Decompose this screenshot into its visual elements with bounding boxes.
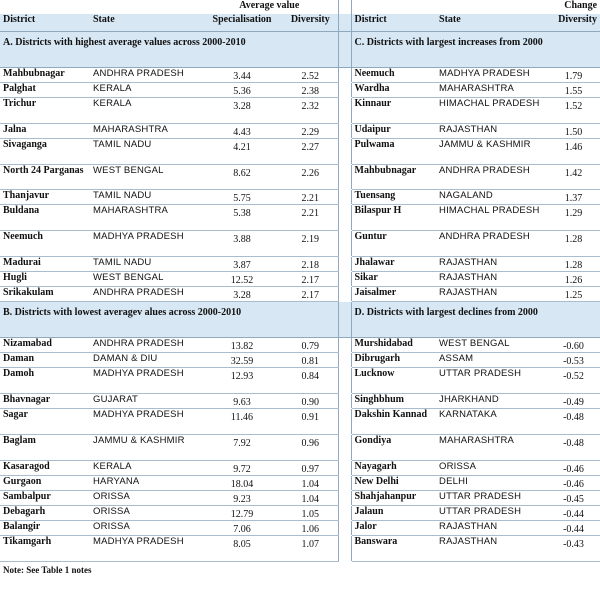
change-cell: -0.44 [547,506,600,521]
table-row [0,338,600,353]
district-cell: Jalna [0,124,90,139]
specialisation-cell: 8.05 [201,536,283,562]
table-row [0,435,600,461]
table-row [0,139,600,165]
col-state-right: State [436,14,547,32]
table-row [0,83,600,98]
diversity-cell: 0.90 [283,394,338,409]
state-cell: TAMIL NADU [90,190,201,205]
diversity-cell: 0.96 [283,435,338,461]
col-specialisation: Specialisation [201,14,283,32]
diversity-cell: 1.06 [283,521,338,536]
district-cell: Shahjahanpur [351,491,436,506]
specialisation-cell: 9.72 [201,461,283,476]
district-cell: Kasaragod [0,461,90,476]
change-cell: -0.43 [547,536,600,562]
district-cell: Jhalawar [351,257,436,272]
state-cell: KERALA [90,83,201,98]
diversity-cell: 1.04 [283,476,338,491]
specialisation-cell: 7.06 [201,521,283,536]
section-a-title: A. Districts with highest average values across 2000-2010 [0,32,338,68]
diversity-cell: 2.26 [283,165,338,190]
state-cell: KERALA [90,98,201,124]
state-cell: ANDHRA PRADESH [90,68,201,83]
diversity-cell: 0.79 [283,338,338,353]
diversity-cell: 2.32 [283,98,338,124]
diversity-cell: 0.84 [283,368,338,394]
district-cell: Thanjavur [0,190,90,205]
district-cell: Pulwama [351,139,436,165]
table-row [0,98,600,124]
district-cell: Sikar [351,272,436,287]
table-row [0,231,600,257]
diversity-cell: 2.29 [283,124,338,139]
district-cell: Buldana [0,205,90,231]
state-cell: TAMIL NADU [90,139,201,165]
state-cell: ANDHRA PRADESH [90,338,201,353]
col-district: District [0,14,90,32]
table-row [0,394,600,409]
change-cell: 1.28 [547,231,600,257]
col-state: State [90,14,201,32]
table-row [0,506,600,521]
state-cell: HIMACHAL PRADESH [436,98,547,124]
state-cell: ANDHRA PRADESH [436,165,547,190]
change-heading: Change [564,0,598,11]
district-cell: Singhbhum [351,394,436,409]
district-cell: Neemuch [0,231,90,257]
section-b-title: B. Districts with lowest averagev alues across 2000-2010 [0,302,338,338]
state-cell: ORISSA [436,461,547,476]
specialisation-cell: 3.44 [201,68,283,83]
change-cell: -0.60 [547,338,600,353]
change-cell: 1.50 [547,124,600,139]
diversity-cell: 2.38 [283,83,338,98]
state-cell: MADHYA PRADESH [90,231,201,257]
specialisation-cell: 12.52 [201,272,283,287]
table-row [0,409,600,435]
change-cell: 1.28 [547,257,600,272]
section-d-title: D. Districts with largest declines from 2000 [351,302,600,338]
district-cell: Dibrugarh [351,353,436,368]
district-cell: Sagar [0,409,90,435]
state-cell: MADHYA PRADESH [90,368,201,394]
change-cell: 1.26 [547,272,600,287]
state-cell: RAJASTHAN [436,257,547,272]
state-cell: GUJARAT [90,394,201,409]
specialisation-cell: 11.46 [201,409,283,435]
district-cell: Daman [0,353,90,368]
diversity-cell: 2.18 [283,257,338,272]
district-cell: Bhavnagar [0,394,90,409]
table-row [0,521,600,536]
district-cell: Gurgaon [0,476,90,491]
col-diversity: Diversity [283,14,338,32]
state-cell: NAGALAND [436,190,547,205]
change-cell: -0.46 [547,461,600,476]
district-cell: Jaisalmer [351,287,436,302]
state-cell: RAJASTHAN [436,272,547,287]
state-cell: ORISSA [90,506,201,521]
state-cell: DAMAN & DIU [90,353,201,368]
table-row [0,205,600,231]
district-cell: Srikakulam [0,287,90,302]
diversity-cell: 1.07 [283,536,338,562]
table-row [0,124,600,139]
district-cell: New Delhi [351,476,436,491]
district-cell: Udaipur [351,124,436,139]
state-cell: RAJASTHAN [436,521,547,536]
specialisation-cell: 13.82 [201,338,283,353]
state-cell: UTTAR PRADESH [436,506,547,521]
specialisation-cell: 3.28 [201,287,283,302]
diversity-cell: 1.05 [283,506,338,521]
state-cell: TAMIL NADU [90,257,201,272]
specialisation-cell: 18.04 [201,476,283,491]
specialisation-cell: 4.43 [201,124,283,139]
table-row [0,368,600,394]
state-cell: ANDHRA PRADESH [436,231,547,257]
district-cell: Balangir [0,521,90,536]
state-cell: MAHARASHTRA [90,205,201,231]
district-cell: Banswara [351,536,436,562]
district-cell: Nizamabad [0,338,90,353]
diversity-cell: 2.19 [283,231,338,257]
state-cell: WEST BENGAL [90,272,201,287]
specialisation-cell: 5.75 [201,190,283,205]
specialisation-cell: 5.36 [201,83,283,98]
district-cell: Kinnaur [351,98,436,124]
change-cell: -0.52 [547,368,600,394]
table-row [0,68,600,83]
state-cell: RAJASTHAN [436,536,547,562]
change-cell: -0.46 [547,476,600,491]
state-cell: MADHYA PRADESH [436,68,547,83]
table-row [0,272,600,287]
section-c-title: C. Districts with largest increases from 2000 [351,32,600,68]
district-cell: Mahbubnagar [0,68,90,83]
specialisation-cell: 12.93 [201,368,283,394]
state-cell: MAHARASHTRA [436,435,547,461]
state-cell: KARNATAKA [436,409,547,435]
table-row [0,165,600,190]
specialisation-cell: 3.28 [201,98,283,124]
change-cell: 1.52 [547,98,600,124]
district-cell: Wardha [351,83,436,98]
state-cell: JAMMU & KASHMIR [90,435,201,461]
diversity-cell: 2.17 [283,287,338,302]
state-cell: HIMACHAL PRADESH [436,205,547,231]
state-cell: MAHARASHTRA [90,124,201,139]
diversity-cell: 0.91 [283,409,338,435]
diversity-cell: 2.27 [283,139,338,165]
average-value-heading: Average value [239,0,300,11]
table-note: Note: See Table 1 notes [0,562,600,582]
table-row [0,353,600,368]
change-cell: 1.25 [547,287,600,302]
change-cell: -0.44 [547,521,600,536]
specialisation-cell: 32.59 [201,353,283,368]
district-cell: Trichur [0,98,90,124]
state-cell: MADHYA PRADESH [90,409,201,435]
diversity-cell: 2.17 [283,272,338,287]
change-cell: -0.48 [547,435,600,461]
state-cell: ORISSA [90,491,201,506]
change-cell: 1.79 [547,68,600,83]
table-row [0,257,600,272]
district-cell: Sivaganga [0,139,90,165]
state-cell: UTTAR PRADESH [436,491,547,506]
district-cell: Mahbubnagar [351,165,436,190]
state-cell: WEST BENGAL [90,165,201,190]
col-district-right: District [351,14,436,32]
specialisation-cell: 12.79 [201,506,283,521]
change-cell: 1.46 [547,139,600,165]
state-cell: DELHI [436,476,547,491]
col-change-diversity: Diversity [547,14,600,32]
district-cell: Sambalpur [0,491,90,506]
diversity-cell: 0.81 [283,353,338,368]
district-cell: Jalor [351,521,436,536]
table-row [0,190,600,205]
specialisation-cell: 4.21 [201,139,283,165]
change-cell: -0.45 [547,491,600,506]
section-header-a-c [0,32,600,68]
header-group-row [0,0,600,14]
district-cell: North 24 Parganas [0,165,90,190]
change-cell: -0.53 [547,353,600,368]
district-cell: Baglam [0,435,90,461]
change-cell: -0.48 [547,409,600,435]
specialisation-cell: 7.92 [201,435,283,461]
district-cell: Murshidabad [351,338,436,353]
note-row [0,562,600,582]
state-cell: MADHYA PRADESH [90,536,201,562]
district-cell: Debagarh [0,506,90,521]
district-cell: Gondiya [351,435,436,461]
change-cell: 1.42 [547,165,600,190]
district-cell: Neemuch [351,68,436,83]
specialisation-cell: 8.62 [201,165,283,190]
specialisation-cell: 3.87 [201,257,283,272]
district-cell: Tikamgarh [0,536,90,562]
district-cell: Bilaspur H [351,205,436,231]
state-cell: HARYANA [90,476,201,491]
district-cell: Jalaun [351,506,436,521]
district-cell: Lucknow [351,368,436,394]
diversity-cell: 1.04 [283,491,338,506]
specialisation-cell: 9.63 [201,394,283,409]
state-cell: JAMMU & KASHMIR [436,139,547,165]
state-cell: RAJASTHAN [436,124,547,139]
table-row [0,491,600,506]
specialisation-cell: 9.23 [201,491,283,506]
diversity-cell: 0.97 [283,461,338,476]
state-cell: MAHARASHTRA [436,83,547,98]
state-cell: JHARKHAND [436,394,547,409]
district-cell: Dakshin Kannad [351,409,436,435]
district-cell: Tuensang [351,190,436,205]
district-cell: Palghat [0,83,90,98]
district-cell: Madurai [0,257,90,272]
diversity-cell: 2.21 [283,205,338,231]
specialisation-cell: 5.38 [201,205,283,231]
district-cell: Guntur [351,231,436,257]
state-cell: ANDHRA PRADESH [90,287,201,302]
section-header-b-d [0,302,600,338]
state-cell: ASSAM [436,353,547,368]
change-cell: 1.55 [547,83,600,98]
state-cell: UTTAR PRADESH [436,368,547,394]
district-cell: Hugli [0,272,90,287]
change-cell: -0.49 [547,394,600,409]
diversity-cell: 2.52 [283,68,338,83]
table-row [0,461,600,476]
state-cell: RAJASTHAN [436,287,547,302]
district-cell: Nayagarh [351,461,436,476]
change-cell: 1.29 [547,205,600,231]
district-cell: Damoh [0,368,90,394]
table-row [0,476,600,491]
table-row [0,536,600,562]
state-cell: WEST BENGAL [436,338,547,353]
table-row [0,287,600,302]
specialisation-cell: 3.88 [201,231,283,257]
change-cell: 1.37 [547,190,600,205]
state-cell: KERALA [90,461,201,476]
header-column-row [0,14,600,32]
state-cell: ORISSA [90,521,201,536]
diversity-cell: 2.21 [283,190,338,205]
